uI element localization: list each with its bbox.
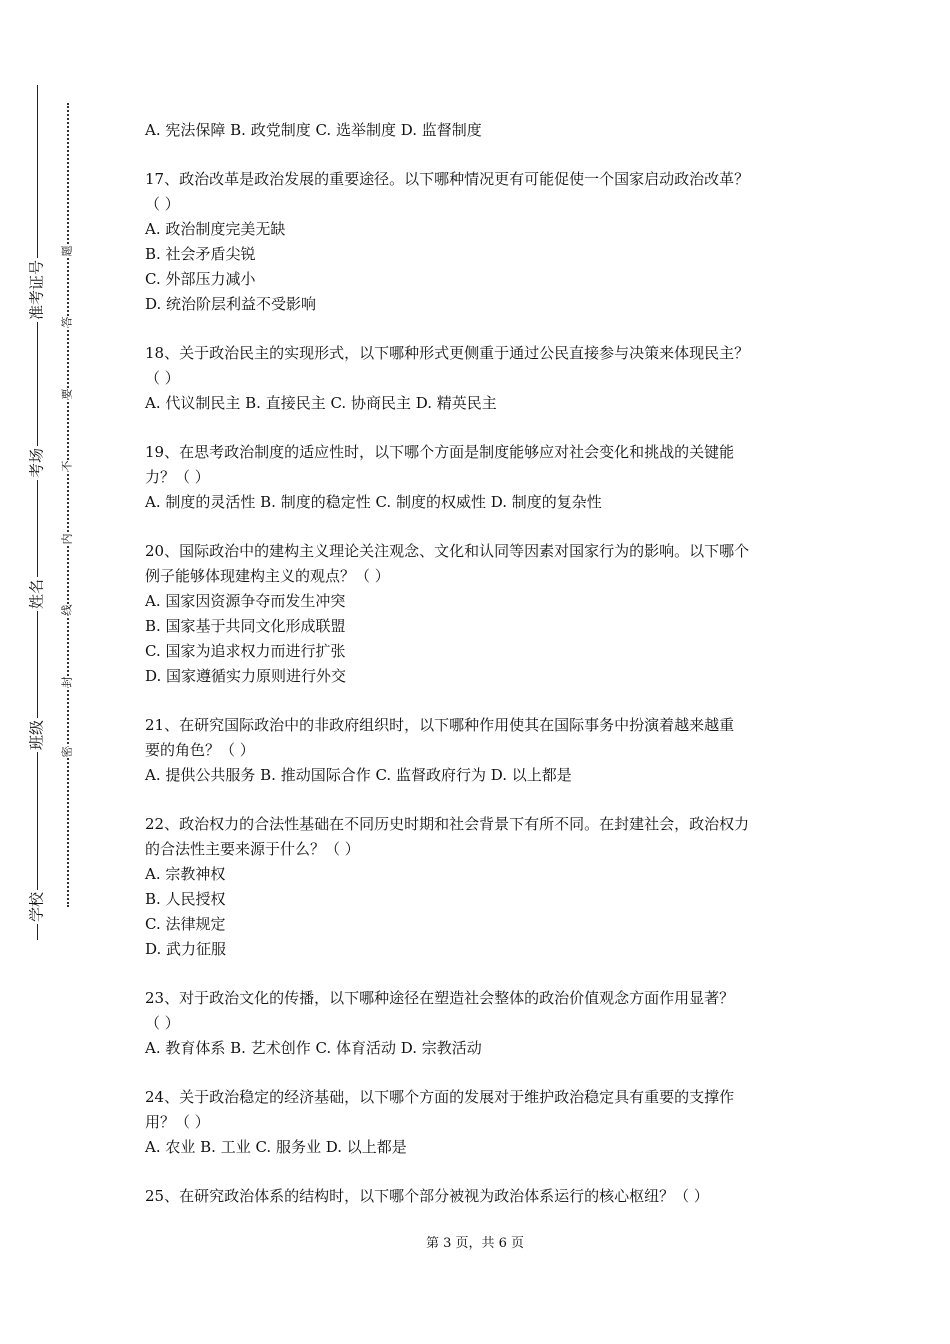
seal-char: 要 — [60, 388, 74, 400]
seal-char: 密 — [60, 746, 74, 758]
option-d: D. 国家遵循实力原则进行外交 — [145, 667, 347, 685]
question-stem-cont: 用？（ ） — [145, 1113, 210, 1131]
question-22 — [145, 812, 825, 962]
binding-margin — [0, 0, 110, 1344]
option-c: C. 国家为追求权力而进行扩张 — [145, 642, 346, 660]
question-stem: 19、在思考政治制度的适应性时，以下哪个方面是制度能够应对社会变化和挑战的关键能 — [145, 443, 735, 461]
exam-questions — [145, 118, 825, 1233]
seal-char: 内 — [60, 533, 74, 545]
seal-char: 答 — [60, 316, 74, 328]
question-stem-cont: 力？（ ） — [145, 468, 210, 486]
question-stem: 25、在研究政治体系的结构时，以下哪个部分被视为政治体系运行的核心枢纽？（ ） — [145, 1187, 709, 1205]
option-b: B. 社会矛盾尖锐 — [145, 245, 256, 263]
option-a: A. 宗教神权 — [145, 865, 226, 883]
option-line: A. 代议制民主 B. 直接民主 C. 协商民主 D. 精英民主 — [145, 394, 497, 412]
answer-blank: （ ） — [145, 369, 180, 387]
option-line: A. 提供公共服务 B. 推动国际合作 C. 监督政府行为 D. 以上都是 — [145, 766, 572, 784]
question-stem: 17、政治改革是政治发展的重要途径。以下哪种情况更有可能促使一个国家启动政治改革？ — [145, 170, 750, 188]
option-c: C. 外部压力减小 — [145, 270, 256, 288]
question-stem: 20、国际政治中的建构主义理论关注观念、文化和认同等因素对国家行为的影响。以下哪个 — [145, 542, 750, 560]
exam-room-label: 考场 — [27, 447, 46, 479]
option-b: B. 国家基于共同文化形成联盟 — [145, 617, 346, 635]
seal-dotted-line — [67, 103, 69, 907]
seal-char: 封 — [60, 676, 74, 688]
question-25 — [145, 1184, 825, 1209]
option-a: A. 国家因资源争夺而发生冲突 — [145, 592, 346, 610]
seal-char: 题 — [60, 245, 74, 257]
answer-blank: （ ） — [145, 1014, 180, 1032]
question-16-options — [145, 118, 825, 143]
page-number: 第 3 页，共 6 页 — [425, 1236, 525, 1251]
question-stem: 18、关于政治民主的实现形式，以下哪种形式更侧重于通过公民直接参与决策来体现民主？ — [145, 344, 750, 362]
option-line: A. 教育体系 B. 艺术创作 C. 体育活动 D. 宗教活动 — [145, 1039, 482, 1057]
question-stem: 24、关于政治稳定的经济基础，以下哪个方面的发展对于维护政治稳定具有重要的支撑作 — [145, 1088, 735, 1106]
option-line: A. 制度的灵活性 B. 制度的稳定性 C. 制度的权威性 D. 制度的复杂性 — [145, 493, 602, 511]
option-a: A. 政治制度完美无缺 — [145, 220, 286, 238]
class-label: 班级 — [27, 719, 46, 751]
question-stem: 22、政治权力的合法性基础在不同历史时期和社会背景下有所不同。在封建社会，政治权力 — [145, 815, 750, 833]
question-stem: 21、在研究国际政治中的非政府组织时，以下哪种作用使其在国际事务中扮演着越来越重 — [145, 716, 735, 734]
question-stem: 23、对于政治文化的传播，以下哪种途径在塑造社会整体的政治价值观念方面作用显著？ — [145, 989, 735, 1007]
question-20 — [145, 539, 825, 689]
answer-blank: （ ） — [145, 195, 180, 213]
question-stem-cont: 的合法性主要来源于什么？（ ） — [145, 840, 360, 858]
question-17 — [145, 167, 825, 317]
school-label: 学校 — [27, 891, 46, 923]
option-b: B. 人民授权 — [145, 890, 226, 908]
question-stem-cont: 例子能够体现建构主义的观点？（ ） — [145, 567, 390, 585]
option-line: A. 宪法保障 B. 政党制度 C. 选举制度 D. 监督制度 — [145, 121, 482, 139]
seal-char: 不 — [60, 460, 74, 472]
question-19 — [145, 440, 825, 515]
question-24 — [145, 1085, 825, 1160]
option-d: D. 统治阶层利益不受影响 — [145, 295, 317, 313]
question-18 — [145, 341, 825, 416]
seal-char: 线 — [60, 604, 74, 616]
name-label: 姓名 — [27, 578, 46, 610]
option-line: A. 农业 B. 工业 C. 服务业 D. 以上都是 — [145, 1138, 407, 1156]
question-stem-cont: 要的角色？（ ） — [145, 741, 255, 759]
question-21 — [145, 713, 825, 788]
binding-solid-line — [37, 85, 38, 940]
option-c: C. 法律规定 — [145, 915, 226, 933]
option-d: D. 武力征服 — [145, 940, 227, 958]
exam-number-label: 准考证号 — [27, 259, 46, 321]
question-23 — [145, 986, 825, 1061]
